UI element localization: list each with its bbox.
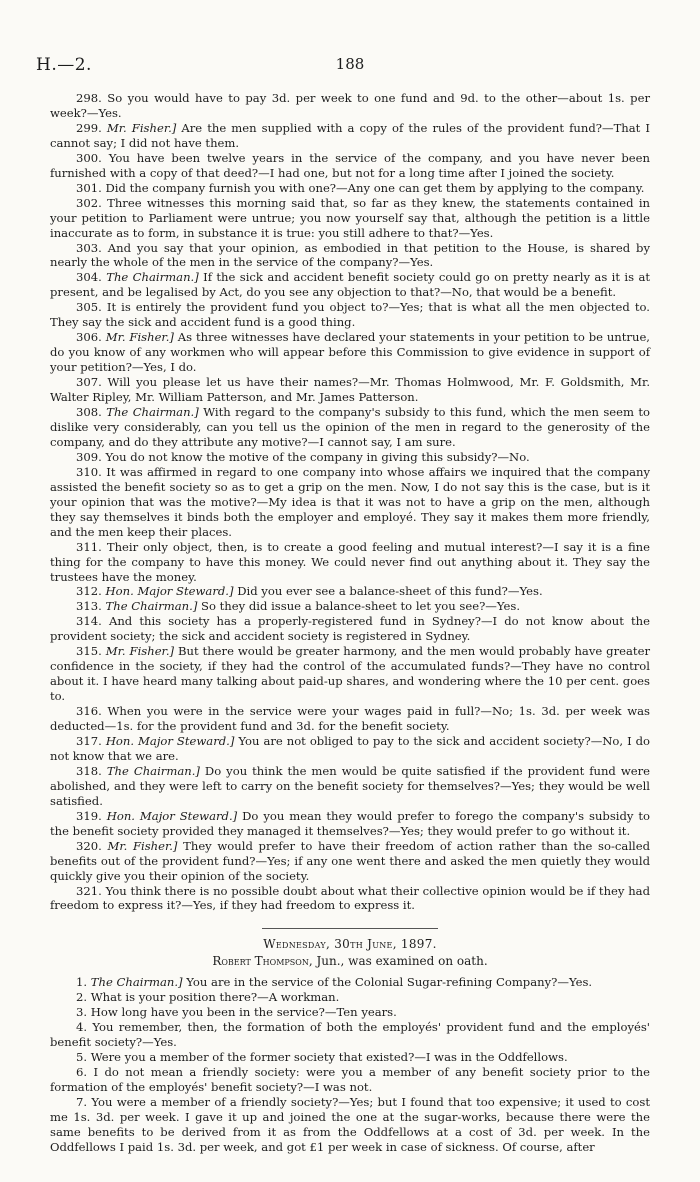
question-number: 4. [76, 1020, 88, 1035]
question-paragraph [50, 196, 650, 241]
question-number: 301. [76, 180, 102, 195]
question-text: You remember, then, the formation of both the employés' provident fund and the employés' benefit society?—Yes. [50, 1020, 650, 1050]
witness-status: Jun., was examined on oath. [316, 954, 488, 969]
section-divider [262, 928, 438, 929]
speaker-label: Mr. Fisher.] [105, 330, 174, 345]
question-text: If the sick and accident benefit society could go on pretty nearly as it is at present, and be legalised by Act, do you see any objection to that?—No, that would be a benefit. [50, 270, 651, 300]
question-paragraph [50, 465, 650, 540]
question-paragraph [50, 599, 650, 614]
question-paragraph [50, 734, 650, 764]
question-paragraph [50, 1065, 650, 1095]
question-number: 298. [76, 91, 102, 105]
speaker-label: The Chairman.] [106, 763, 200, 778]
speaker-label: The Chairman.] [90, 975, 183, 990]
question-paragraph [50, 809, 650, 839]
question-text: Three witnesses this morning said that, so far as they knew, the statements contained in your petition to Parliament were untrue; you now yourself say that, although the petition is a little inaccurate as to form, in substance it is true: you still adhere to that?—Yes. [50, 195, 651, 240]
question-number: 320. [76, 838, 102, 853]
speaker-label: Hon. Major Steward.] [105, 733, 235, 748]
document-body [50, 91, 650, 1155]
speaker-label: Mr. Fisher.] [105, 644, 175, 659]
question-text: Did the company furnish you with one?—Any one can get them by applying to the company. [105, 180, 645, 195]
question-paragraph [50, 241, 650, 271]
question-number: 2. [76, 990, 88, 1005]
witness-name: Robert Thompson, [212, 954, 313, 969]
question-number: 6. [76, 1065, 88, 1080]
question-number: 313. [76, 599, 102, 614]
question-number: 308. [76, 405, 102, 420]
question-paragraph [50, 375, 650, 405]
question-number: 303. [76, 240, 102, 255]
question-text: How long have you been in the service?—Ten years. [90, 1005, 397, 1020]
question-text: But there would be greater harmony, and the men would probably have greater confidence in the society, if they had the control of the accumulated funds?—They have no control about it. I have heard many talking about paid-up shares, and wondering where the 10 per cent. goes to. [50, 644, 650, 704]
question-text: Do you think the men would be quite satisfied if the provident fund were abolished, and they were left to carry on the benefit society for themselves?—Yes; they would be well satisfied. [50, 763, 651, 808]
question-paragraph [50, 151, 650, 181]
question-number: 314. [76, 614, 102, 629]
speaker-label: Mr. Fisher.] [106, 120, 177, 135]
question-number: 306. [76, 330, 102, 345]
speaker-label: Mr. Fisher.] [107, 838, 178, 853]
question-text: It was affirmed in regard to one company into whose affairs we inquired that the company assisted the benefit society so as to get a grip on the men. Now, I do not say this is the case, but is it your opinion that was the motive?—My idea is that it was not to have a grip on the men, although they say themselves it binds both the employer and employé. They say it makes them more friendly, and the men keep their places. [50, 464, 650, 539]
page-number: 188 [335, 55, 365, 73]
question-text: You are not obliged to pay to the sick and accident society?—No, I do not know that we are. [50, 733, 651, 763]
question-text: And you say that your opinion, as embodied in that petition to the House, is shared by nearly the whole of the men in the service of the company?—Yes. [50, 240, 650, 270]
question-text: You do not know the motive of the company in giving this subsidy?—No. [105, 449, 530, 464]
question-paragraph [50, 644, 650, 704]
speaker-label: Hon. Major Steward.] [106, 808, 238, 823]
question-text: You are in the service of the Colonial Sugar-refining Company?—Yes. [186, 975, 593, 990]
question-number: 310. [76, 464, 102, 479]
question-number: 1. [76, 975, 88, 990]
question-number: 3. [76, 1005, 88, 1020]
question-paragraph [50, 405, 650, 450]
question-paragraph [50, 121, 650, 151]
question-text: Are the men supplied with a copy of the rules of the provident fund?—That I cannot say; I did not have them. [50, 120, 650, 150]
question-number: 311. [76, 539, 102, 554]
question-number: 321. [76, 883, 102, 898]
question-number: 305. [76, 300, 102, 315]
witness-heading [50, 954, 650, 969]
question-paragraph [50, 330, 650, 375]
question-text: With regard to the company's subsidy to this fund, which the men seem to dislike very considerably, can you tell us the opinion of the men in regard to the generosity of the company, and do they attribute any motive?—I cannot say, I am sure. [50, 405, 651, 449]
question-number: 307. [76, 375, 102, 390]
question-text: Did you ever see a balance-sheet of this fund?—Yes. [237, 584, 543, 599]
evidence-section-2 [50, 975, 650, 1154]
question-paragraph [50, 975, 650, 990]
question-paragraph [50, 884, 650, 914]
question-number: 319. [76, 808, 102, 823]
question-paragraph [50, 704, 650, 734]
question-text: What is your position there?—A workman. [90, 990, 340, 1005]
question-text: Do you mean they would prefer to forego the company's subsidy to the benefit society provided they managed it themselves?—Yes; they would prefer to go without it. [50, 808, 651, 838]
question-paragraph [50, 450, 650, 465]
question-paragraph [50, 300, 650, 330]
question-text: Will you please let us have their names?—Mr. Thomas Holmwood, Mr. F. Goldsmith, Mr. Walter Ripley, Mr. William Patterson, and Mr. James Patterson. [50, 375, 651, 405]
question-paragraph [50, 1005, 650, 1020]
question-number: 304. [76, 270, 102, 285]
question-paragraph [50, 614, 650, 644]
question-paragraph [50, 990, 650, 1005]
question-text: They would prefer to have their freedom of action rather than the so-called benefits out of the provident fund?—Yes; if any one went there and asked the men quietly they would quickly give you their opinion of the society. [50, 838, 651, 883]
question-text: Their only object, then, is to create a good feeling and mutual interest?—I say it is a fine thing for the company to have this money. We could never find out anything about it. They say the trustees have the money. [50, 539, 651, 584]
question-paragraph [50, 1050, 650, 1065]
question-number: 315. [76, 644, 102, 659]
document-reference: H.—2. [36, 55, 92, 75]
speaker-label: The Chairman.] [105, 599, 198, 614]
question-number: 299. [76, 120, 102, 135]
question-text: As three witnesses have declared your statements in your petition to be untrue, do you know of any workmen who will appear before this Commission to give evidence in support of your petition?—Yes, I do. [50, 330, 650, 375]
question-paragraph [50, 1020, 650, 1050]
question-text: So you would have to pay 3d. per week to one fund and 9d. to the other—about 1s. per week?—Yes. [50, 91, 650, 120]
question-number: 318. [76, 763, 102, 778]
speaker-label: Hon. Major Steward.] [105, 584, 234, 599]
question-number: 5. [76, 1050, 88, 1065]
question-text: When you were in the service were your wages paid in full?—No; 1s. 3d. per week was deducted—1s. for the provident fund and 3d. for the benefit society. [50, 704, 651, 734]
question-paragraph [50, 540, 650, 585]
question-paragraph [50, 764, 650, 809]
date-heading: Wednesday, 30th June, 1897. [263, 937, 437, 952]
question-number: 302. [76, 195, 102, 210]
question-number: 312. [76, 584, 102, 599]
question-number: 300. [76, 150, 102, 165]
question-paragraph [50, 270, 650, 300]
question-text: It is entirely the provident fund you object to?—Yes; that is what all the men objected to. They say the sick and accident fund is a good thing. [50, 300, 650, 330]
question-paragraph [50, 181, 650, 196]
question-paragraph [50, 584, 650, 599]
question-text: And this society has a properly-registered fund in Sydney?—I do not know about the provident society; the sick and accident society is registered in Sydney. [50, 614, 651, 644]
question-text: You think there is no possible doubt about what their collective opinion would be if they had freedom to express it?—Yes, if they had freedom to express it. [50, 883, 651, 913]
question-number: 309. [76, 449, 102, 464]
speaker-label: The Chairman.] [106, 405, 199, 420]
question-number: 7. [76, 1094, 88, 1109]
question-text: Were you a member of the former society that existed?—I was in the Oddfellows. [90, 1050, 568, 1065]
evidence-section-1 [50, 91, 650, 913]
question-text: You have been twelve years in the service of the company, and you have never been furnished with a copy of that deed?—I had one, but not for a long time after I joined the society. [50, 150, 650, 180]
speaker-label: The Chairman.] [106, 270, 199, 285]
question-paragraph [50, 839, 650, 884]
question-number: 316. [76, 704, 102, 719]
question-text: I do not mean a friendly society: were you a member of any benefit society prior to the formation of the employés' benefit society?—I was not. [50, 1065, 650, 1094]
question-text: So they did issue a balance-sheet to let you see?—Yes. [201, 599, 521, 614]
question-paragraph [50, 91, 650, 121]
question-number: 317. [76, 733, 102, 748]
question-paragraph [50, 1095, 650, 1155]
question-text: You were a member of a friendly society?—Yes; but I found that too expensive; it used to cost me 1s. 3d. per week. I gave it up and joined the one at the sugar-works, because there were the same benefits to be derived from it as from the Oddfellows at a cost of 3d. per week. In the Oddfellows I paid 1s. 3d. per week, and got £1 per week in case of sickness. Of course, after [50, 1094, 650, 1154]
